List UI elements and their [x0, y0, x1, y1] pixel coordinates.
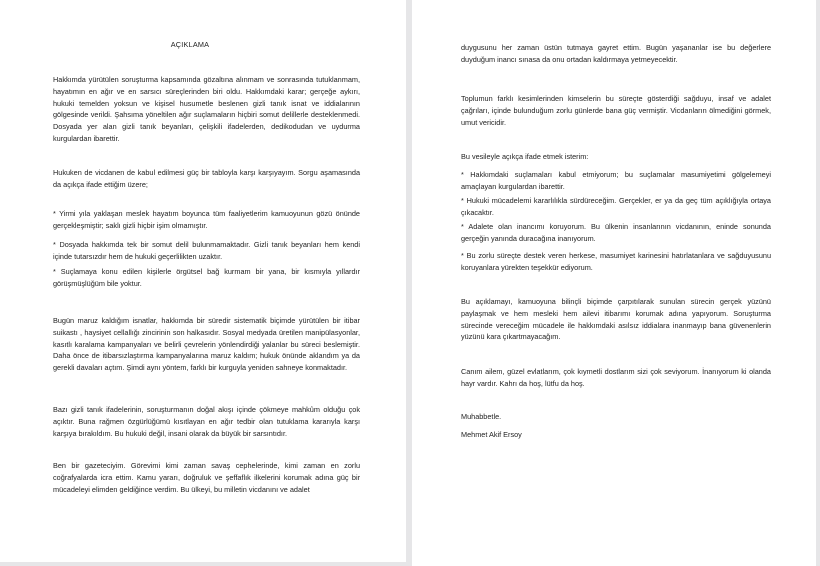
bullet-paragraph: * Hakkımdaki suçlamaları kabul etmiyorum; bu suçlamalar masumiyetimi gölgelemeyi amaçlayan kurgulardan ibarettir. — [461, 170, 771, 191]
paragraph: Bu vesileyle açıkça ifade etmek isterim: — [461, 152, 589, 161]
document-page-1 — [0, 0, 406, 562]
paragraph: Toplumun farklı kesimlerinden kimselerin bu süreçte gösterdiği sağduyu, insaf ve adalet çağrıları, içinde bulunduğum zorlu günlerde bana güç vermiştir. Vicdanların ölmediğini görmek, umut vericidir. — [461, 94, 771, 127]
bullet-paragraph: * Yirmi yıla yaklaşan meslek hayatım boyunca tüm faaliyetlerim kamuoyunun gözü önünde gerçekleşmiştir; saklı gizli hiçbir işim olmamıştır. — [53, 209, 360, 230]
bullet-paragraph: * Hukuki mücadelemi kararlılıkla sürdüreceğim. Gerçekler, er ya da geç tüm açıklığıyla ortaya çıkacaktır. — [461, 196, 771, 217]
bullet-paragraph: * Bu zorlu süreçte destek veren herkese, masumiyet karinesini hatırlatanlara ve sağduyusunu koruyanlara yürekten teşekkür ediyorum. — [461, 251, 771, 272]
paragraph: duygusunu her zaman üstün tutmaya gayret ettim. Bugün yaşananlar ise bu değerlere duyduğum inancı sınasa da onu ortadan kaldırmaya yetmeyecektir. — [461, 43, 771, 64]
bullet-paragraph: * Suçlamaya konu edilen kişilerle örgütsel bağ kurmam bir yana, bir kısmıyla yıllardır görüşmüşlüğüm bile yoktur. — [53, 267, 360, 288]
paragraph: Bu açıklamayı, kamuoyuna bilinçli biçimde çarpıtılarak sunulan sürecin gerçek yüzünü paylaşmak ve hem mesleki hem ailevi itibarımı korumak adına yapıyorum. Soruşturma sürecinde vereceğim mücadele ile hakkımdaki asılsız iddialara inanmayıp bana güvenenlerin yüzünü kara çıkartmayacağım. — [461, 297, 771, 342]
signature-name: Mehmet Akif Ersoy — [461, 430, 522, 439]
paragraph: Hakkımda yürütülen soruşturma kapsamında gözaltına alınmam ve sonrasında tutuklanmam, hayatımın en ağır ve en sarsıcı süreçlerinden biri oldu. Hakkımdaki karar; gerçeğe aykırı, hukuki temelden yoksun ve kişisel husumetle beslenen gizli tanık isnat ve iddialarının gölgesinde verildi. Şahsıma yöneltilen ağır suçlamaların hiçbiri somut delillerle desteklenmedi. Dosyada yer alan gizli tanık beyanları, çelişkili ifadelerden, dedikodudan ve uydurma kurgulardan ibarettir. — [53, 75, 360, 143]
paragraph: Ben bir gazeteciyim. Görevimi kimi zaman savaş cephelerinde, kimi zaman en zorlu coğrafyalarda icra ettim. Kamu yararı, doğruluk ve şeffaflık ilkelerini korumak adına güç bir mücadeleyi elimden geldiğince verdim. Bu ülkeyi, bu milletin vicdanını ve adalet — [53, 461, 360, 494]
paragraph: Hukuken de vicdanen de kabul edilmesi güç bir tabloyla karşı karşıyayım. Sorgu aşamasında da açıkça ifade ettiğim üzere; — [53, 168, 360, 189]
paragraph: Bugün maruz kaldığım isnatlar, hakkımda bir süredir sistematik biçimde yürütülen bir itibar suikastı , haysiyet cellallığı zincirinin son halkasıdır. Sosyal medyada üretilen manipülasyonlar, kasıtlı karalama kampanyaları ve belirli çevrelerin yönlendirdiği yalanlar bu süreci beslemiştir. Daha önce de itibarsızlaştırma kampanyalarına maruz kaldım; hukuk önünde aklandım ya da gerekli davaları açtım. Şimdi aynı yöntem, farklı bir kurguyla yeniden sahneye konmaktadır. — [53, 316, 360, 373]
bullet-paragraph: * Dosyada hakkımda tek bir somut delil bulunmamaktadır. Gizli tanık beyanları hem kendi içinde tutarsızdır hem de hukuki geçerlilikten uzaktır. — [53, 240, 360, 261]
paragraph: Bazı gizli tanık ifadelerinin, soruşturmanın doğal akışı içinde çökmeye mahkûm olduğu çok açıktır. Buna rağmen özgürlüğümü kısıtlayan en ağır tedbir olan tutuklama kararıyla karşı karşıya bırakıldım. Bu hukuki değil, insani olarak da büyük bir sarsıntıdır. — [53, 405, 360, 438]
paragraph: Canım ailem, güzel evlatlarım, çok kıymetli dostlarım sizi çok seviyorum. İnanıyorum ki olanda hayr vardır. Kahrı da hoş, lütfu da hoş. — [461, 367, 771, 388]
bullet-paragraph: * Adalete olan inancımı koruyorum. Bu ülkenin insanlarının vicdanının, eninde sonunda gerçeğin yanında duracağına inanıyorum. — [461, 222, 771, 243]
document-title: AÇIKLAMA — [170, 40, 210, 49]
closing: Muhabbetle. — [461, 412, 502, 421]
document-page-2 — [412, 0, 816, 566]
